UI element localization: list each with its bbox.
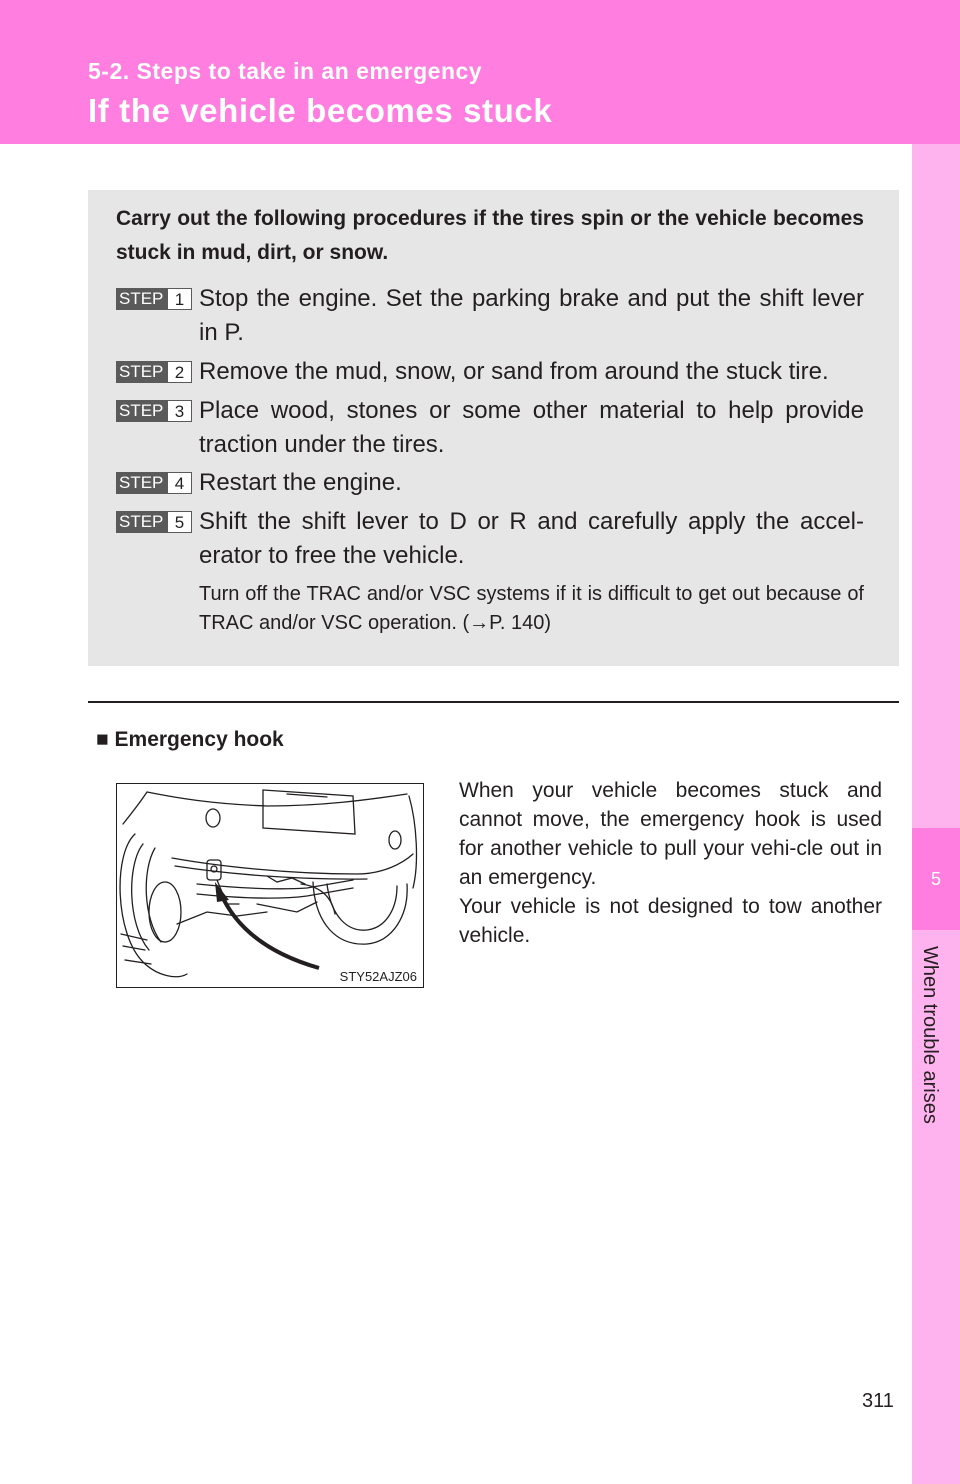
step-label: STEP [116, 400, 168, 422]
emergency-hook-heading: ■ Emergency hook [96, 728, 284, 751]
step-badge [116, 472, 192, 494]
step-number: 5 [168, 511, 192, 533]
step-label: STEP [116, 511, 168, 533]
step-badge [116, 288, 192, 310]
step-number: 3 [168, 400, 192, 422]
step-badge [116, 361, 192, 383]
procedure-step [116, 394, 864, 462]
step-label: STEP [116, 361, 168, 383]
procedure-intro: Carry out the following procedures if the tires spin or the vehicle becomes stuck in mud, dirt, or snow. [116, 207, 864, 264]
step-label: STEP [116, 472, 168, 494]
step-text: Restart the engine. [199, 469, 402, 496]
procedure-step [116, 505, 864, 573]
step-text: Shift the shift lever to D or R and carefully apply the accel-erator to free the vehicle. [199, 508, 864, 569]
step-number: 2 [168, 361, 192, 383]
section-divider [88, 701, 899, 703]
procedure-step [116, 282, 864, 350]
page-header [0, 0, 960, 144]
step-text: Place wood, stones or some other material to help provide traction under the tires. [199, 397, 864, 458]
rear-underbody-drawing [117, 784, 423, 987]
section-reference: 5-2. Steps to take in an emergency [88, 58, 483, 84]
trac-vsc-note: Turn off the TRAC and/or VSC systems if it is difficult to get out because of TRAC and/or VSC operation. (→P. 140) [199, 583, 864, 634]
chapter-title: When trouble arises [919, 946, 941, 1124]
emergency-hook-illustration [116, 783, 424, 988]
step-badge [116, 400, 192, 422]
step-badge [116, 511, 192, 533]
hook-paragraph-2: Your vehicle is not designed to tow another vehicle. [459, 895, 882, 947]
chapter-side-strip [912, 144, 960, 1484]
procedure-step [116, 466, 864, 500]
procedure-step [116, 355, 864, 389]
step-text: Remove the mud, snow, or sand from around the stuck tire. [199, 358, 829, 385]
emergency-hook-description [459, 776, 882, 950]
step-number: 1 [168, 288, 192, 310]
page-title: If the vehicle becomes stuck [88, 92, 553, 129]
step-text: Stop the engine. Set the parking brake and put the shift lever in P. [199, 285, 864, 346]
step-label: STEP [116, 288, 168, 310]
page-number: 311 [862, 1390, 894, 1412]
step-number: 4 [168, 472, 192, 494]
hook-paragraph-1: When your vehicle becomes stuck and cannot move, the emergency hook is used for another vehicle to pull your vehi-cle out in an emergency. [459, 779, 882, 889]
figure-code: STY52AJZ06 [339, 969, 417, 984]
chapter-number-tab: 5 [912, 828, 960, 930]
